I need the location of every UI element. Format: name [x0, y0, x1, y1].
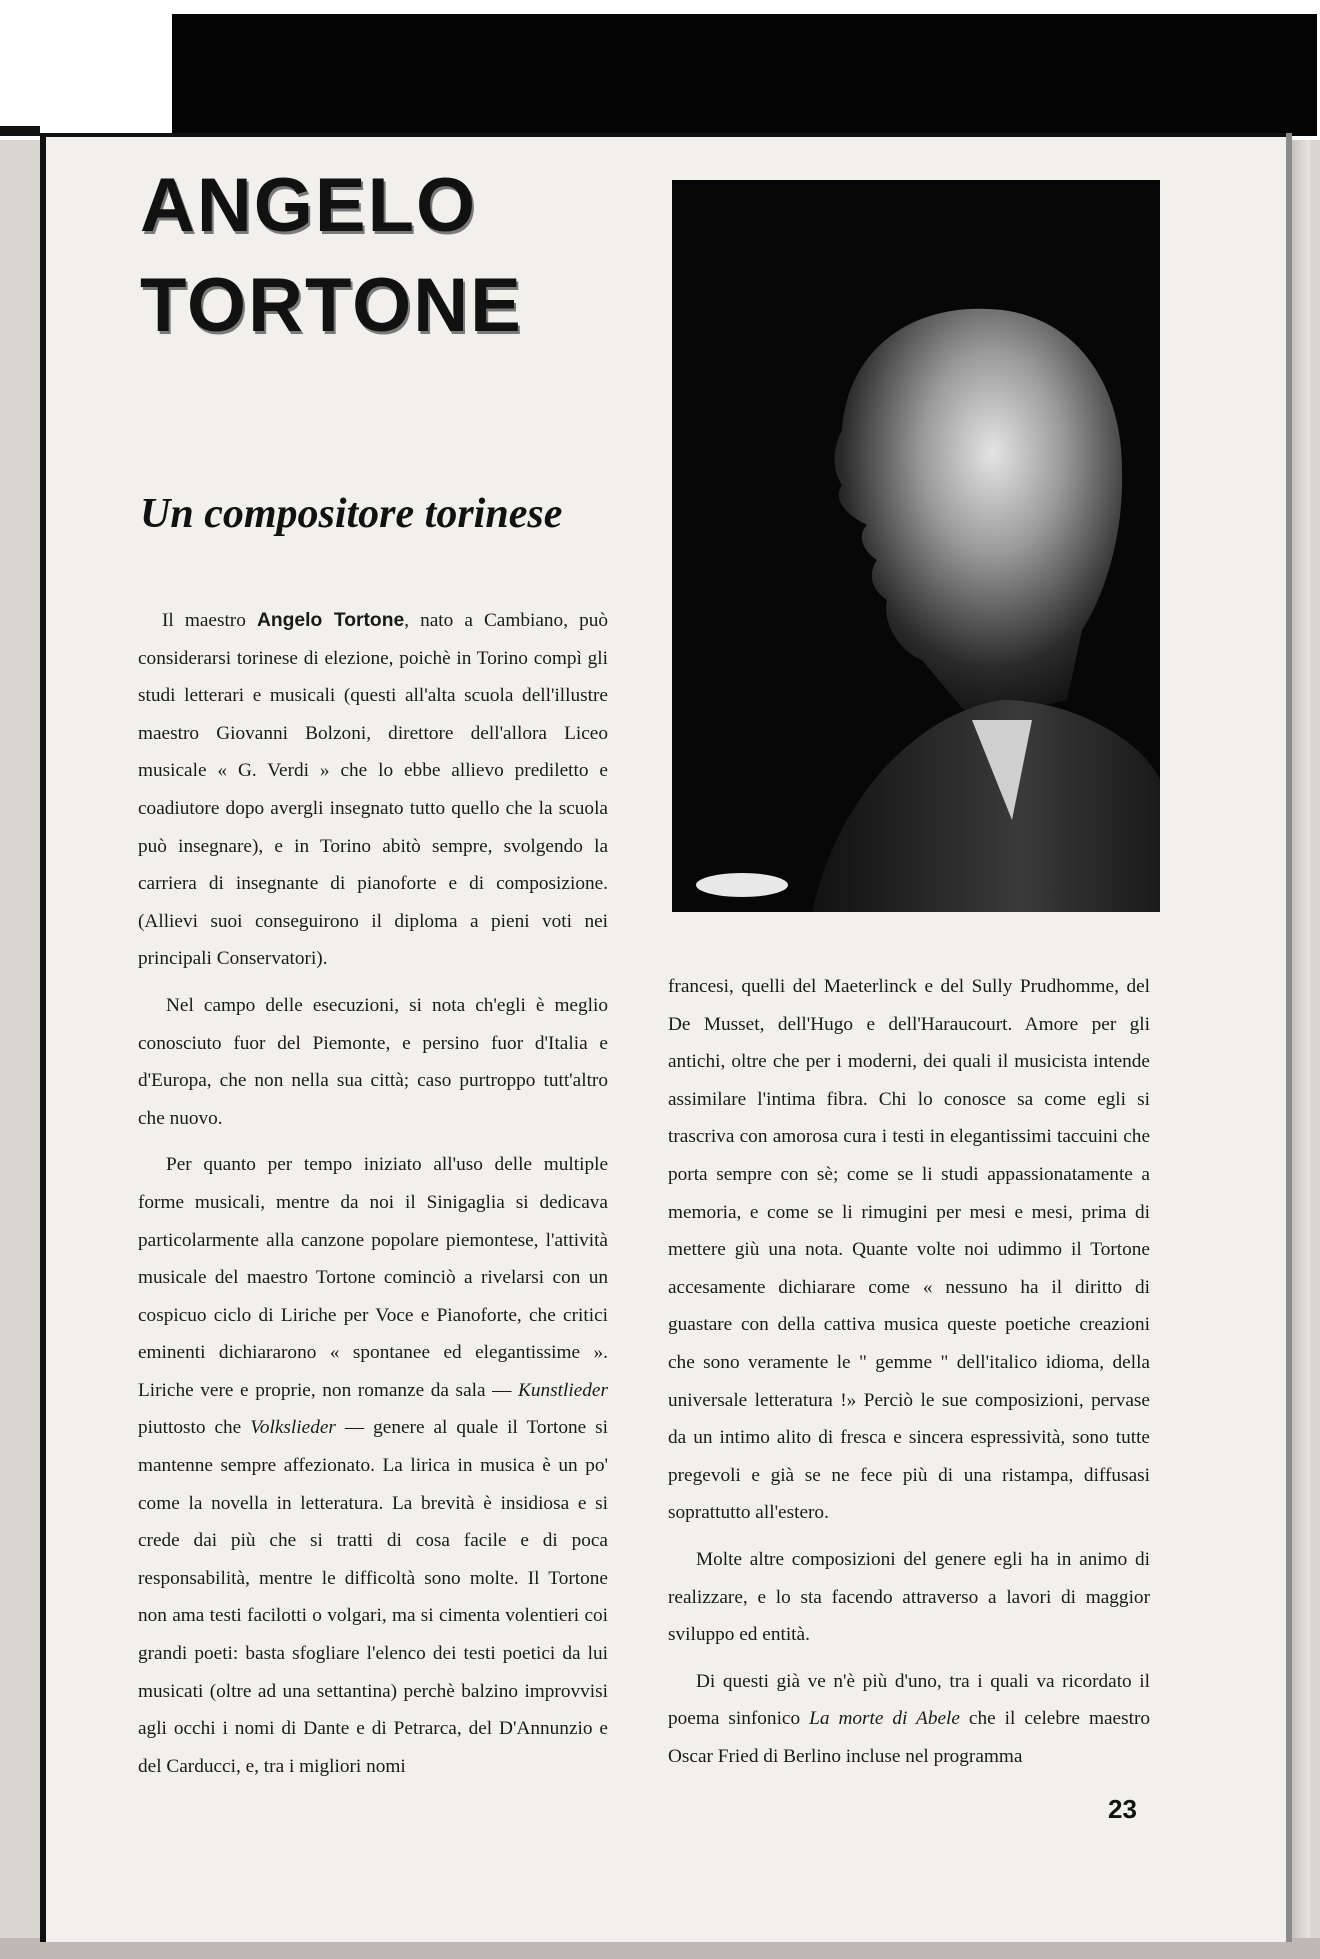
paragraph: francesi, quelli del Maeterlinck e del Sully Prudhomme, del De Musset, dell'Hugo e dell'Haraucourt. Amore per gli antichi, oltre che per i moderni, dei quali il musicista intende assimilare l'intima fibra. Chi lo conosce sa come egli si trascriva con amorosa cura i testi in elegantissimi taccuini che porta sempre con sè; come se li studi appassionatamente a memoria, e come se li rimugini per mesi e mesi, prima di mettere giù una nota. Quante volte noi udimmo il Tortone accesamente dichiarare come « nessuno ha il diritto di guastare con della cattiva musica queste poetiche creazioni che sono veramente le " gemme " dell'italico idioma, della universale letteratura !» Perciò le sue composizioni, pervase da un intimo alito di fresca e sincera espressività, sono tutte pregevoli e già se ne fece più di una ristampa, diffusasi soprattutto all'estero.: [668, 976, 1150, 1524]
article-column-left: [138, 602, 608, 1794]
page-number: 23: [1108, 1794, 1137, 1824]
paragraph: Nel campo delle esecuzioni, si nota ch'egli è meglio conosciuto fuor del Piemonte, e persino fuor d'Italia e d'Europa, che non nella sua città; caso purtroppo tutt'altro che nuovo.: [138, 994, 608, 1129]
paragraph: Molte altre composizioni del genere egli ha in animo di realizzare, e lo sta facendo attraverso a lavori di maggior sviluppo ed entità.: [668, 1548, 1150, 1646]
title-line-2: TORTONE: [140, 263, 523, 348]
paragraph-text: piuttosto che: [138, 1417, 251, 1439]
page-edge-left: [0, 126, 40, 136]
portrait-photo-icon: [672, 180, 1160, 912]
paragraph: [138, 602, 608, 978]
paragraph: [668, 1663, 1150, 1776]
article-column-right: [668, 968, 1150, 1784]
paragraph: [138, 1146, 608, 1785]
paragraph-text: Il maestro: [162, 610, 257, 631]
title-line-1: ANGELO: [140, 163, 478, 248]
article-subtitle: Un compositore torinese: [140, 491, 563, 537]
italic-term: Volkslieder: [250, 1417, 336, 1439]
paragraph-text: che il celebre maestro Oscar Fried di Berlino incluse nel programma: [668, 1708, 1150, 1767]
paragraph-text: , nato a Cambiano, può considerarsi torinese di elezione, poichè in Torino compì gli studi letterari e musicali (questi all'alta scuola dell'illustre maestro Giovanni Bolzoni, direttore dell'allora Liceo musicale « G. Verdi » che lo ebbe allievo prediletto e coadiutore dopo avergli insegnato tutto quello che la scuola può insegnare), e in Torino abitò sempre, svolgendo la carriera di insegnante di pianoforte e di composizione. (Allievi suoi conseguirono il diploma a pieni voti nei principali Conservatori).: [138, 610, 608, 970]
top-black-bar: [172, 14, 1317, 136]
paragraph-text: — genere al quale il Tortone si mantenne sempre affezionato. La lirica in musica è un po' come la novella in letteratura. La brevità è insidiosa e si crede dai più che si tratti di cosa facile e di poca responsabilità, mentre le difficoltà sono molte. Il Tortone non ama testi facilotti o volgari, ma si cimenta volentieri coi grandi poeti: basta sfogliare l'elenco dei testi poetici da lui musicati (oltre ad una settantina) perchè balzino improvvisi agli occhi i nomi di Dante e di Petrarca, del D'Annunzio e del Carducci, e, tra i migliori nomi: [138, 1417, 608, 1777]
italic-term: La morte di Abele: [809, 1708, 960, 1730]
paragraph-text: Per quanto per tempo iniziato all'uso delle multiple forme musicali, mentre da noi il Sinigaglia si dedicava particolarmente alla canzone popolare piemontese, l'attività musicale del maestro Tortone cominciò a rivelarsi con un cospicuo ciclo di Liriche per Voce e Pianoforte, che critici eminenti dichiararono « spontanee ed elegantissime ». Liriche vere e proprie, non romanze da sala —: [138, 1154, 608, 1401]
portrait-photo: [672, 180, 1160, 912]
italic-term: Kunstlieder: [518, 1379, 608, 1401]
paragraph-text: Di questi già ve n'è più d'uno, tra i quali va ricordato il poema sinfonico: [668, 1670, 1150, 1730]
composer-name: Angelo Tortone: [256, 610, 405, 631]
